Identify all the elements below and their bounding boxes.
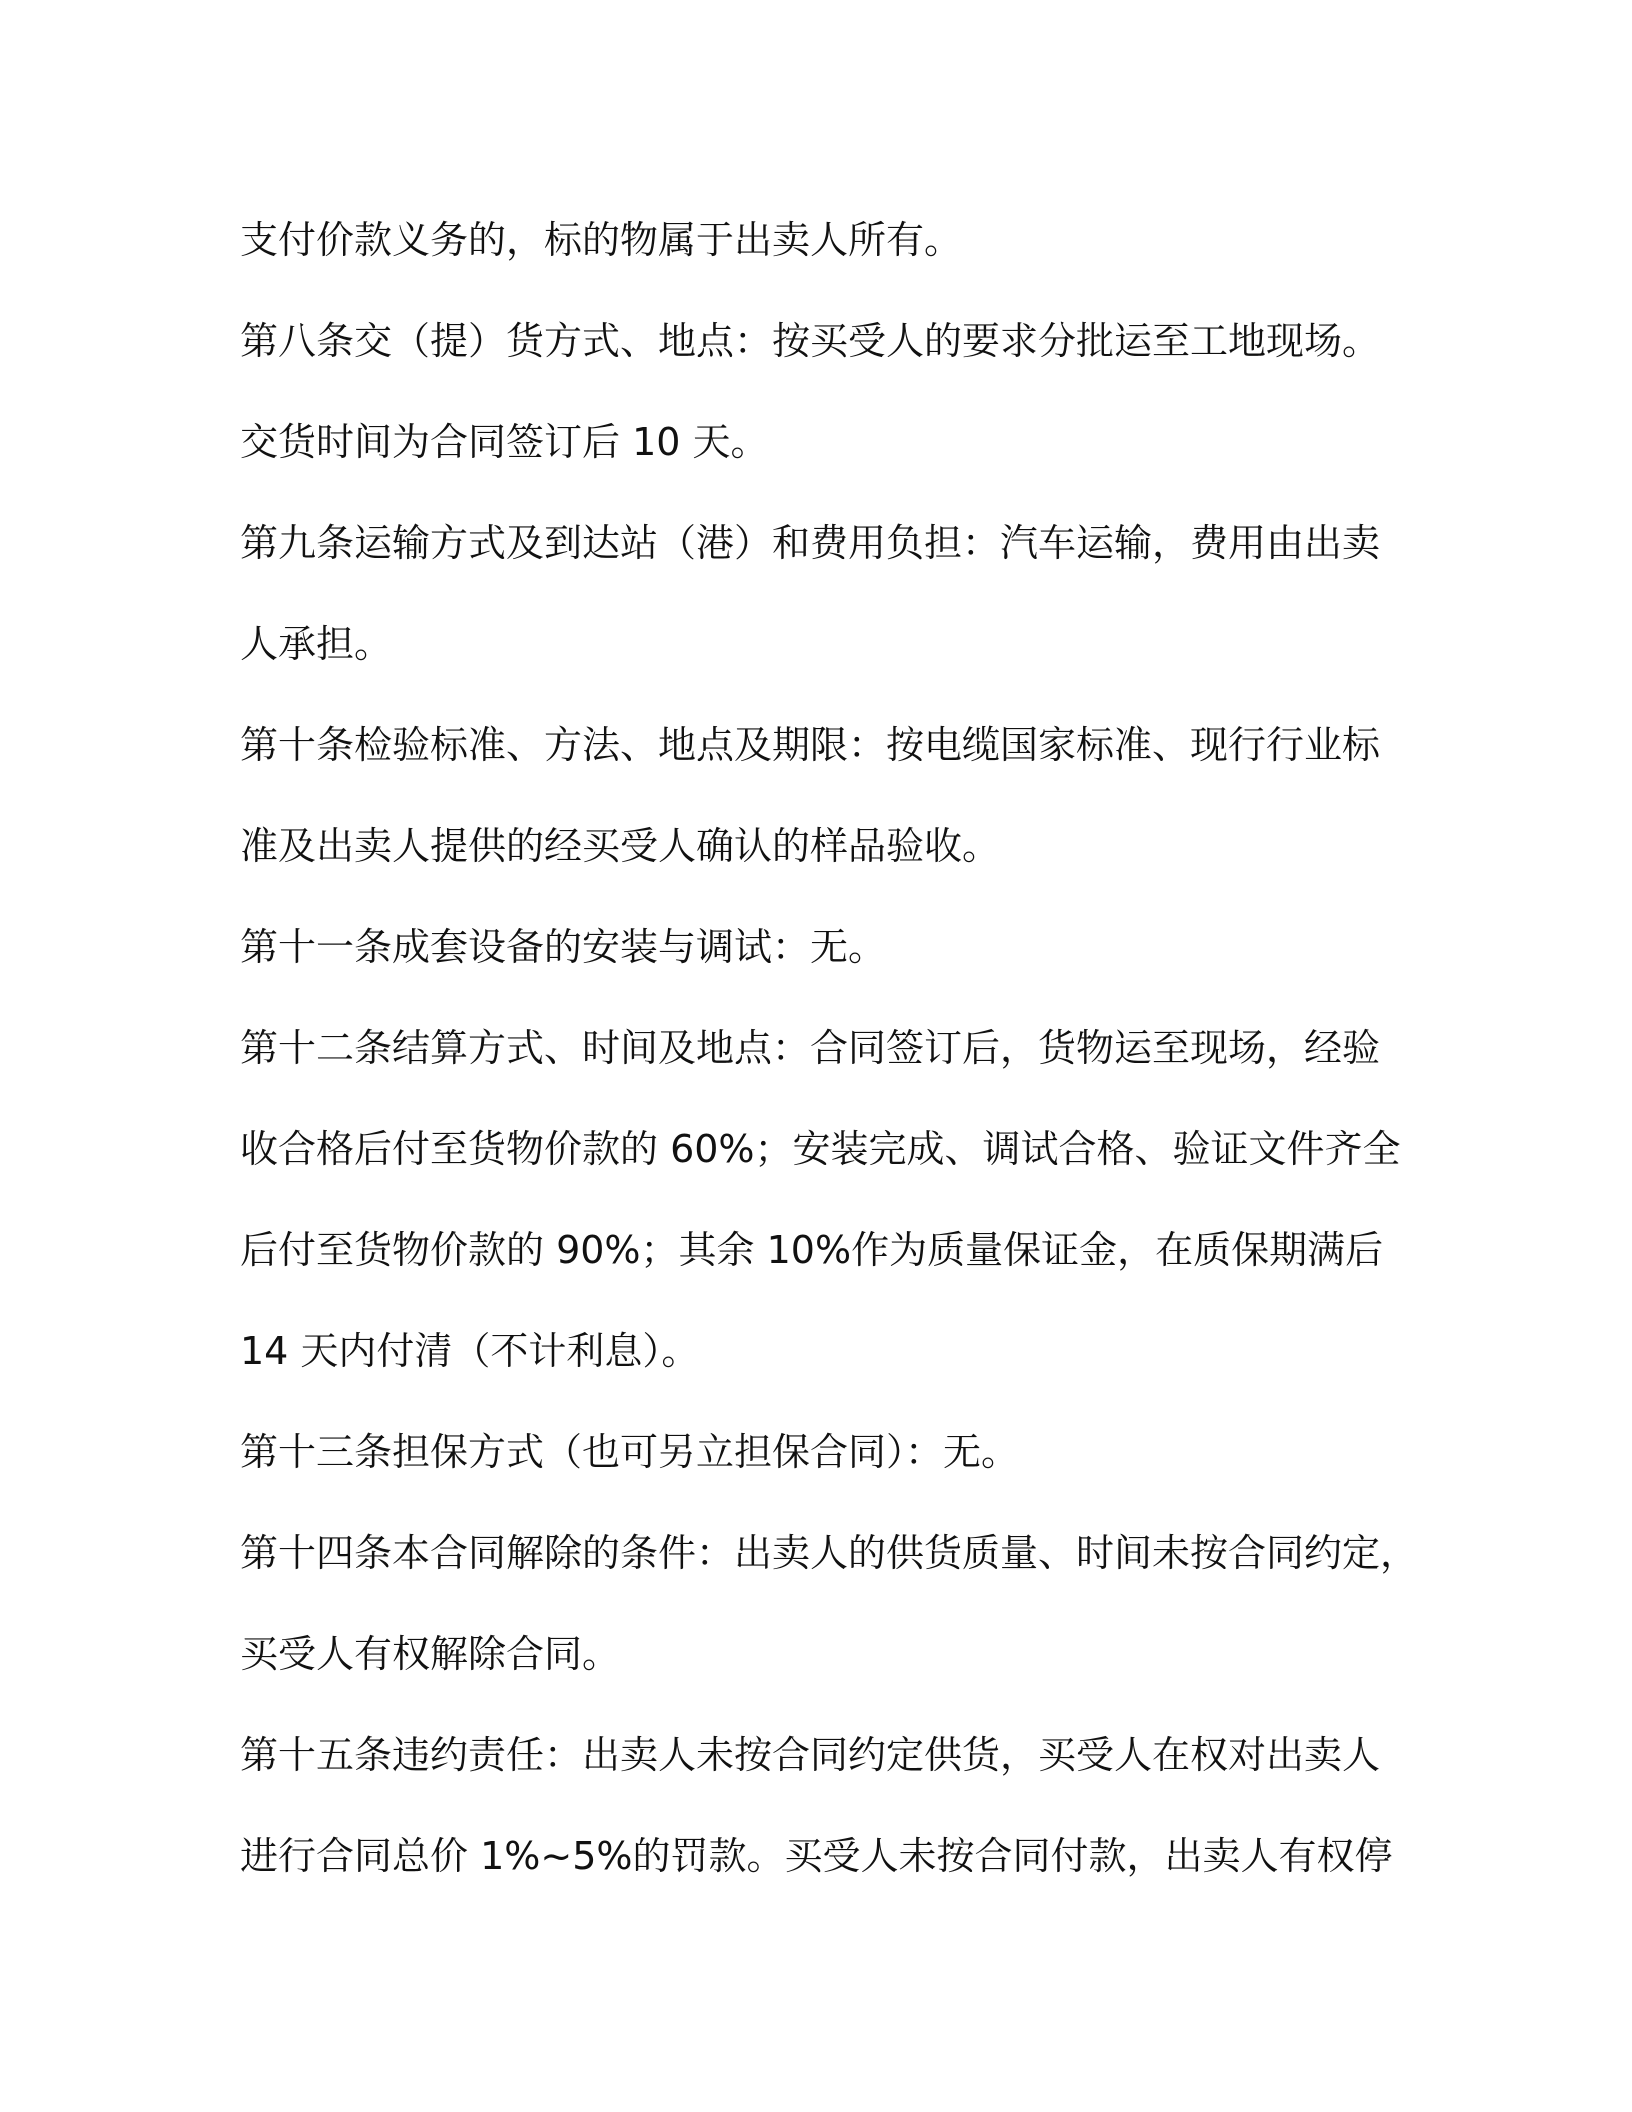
contract-text-body — [240, 190, 1420, 1907]
text-line: 收合格后付至货物价款的 60%；安装完成、调试合格、验证文件齐全 — [240, 1127, 1401, 1171]
text-line: 交货时间为合同签订后 10 天。 — [240, 420, 769, 464]
text-line: 第十五条违约责任：出卖人未按合同约定供货，买受人在权对出卖人 — [240, 1733, 1381, 1777]
text-line: 第十二条结算方式、时间及地点：合同签订后，货物运至现场，经验 — [240, 1026, 1381, 1070]
text-line: 第十条检验标准、方法、地点及期限：按电缆国家标准、现行行业标 — [240, 723, 1381, 767]
text-line: 买受人有权解除合同。 — [240, 1632, 621, 1676]
text-line: 第十三条担保方式（也可另立担保合同）：无。 — [240, 1430, 1020, 1474]
text-line: 第十四条本合同解除的条件：出卖人的供货质量、时间未按合同约定， — [240, 1531, 1419, 1575]
text-line: 第十一条成套设备的安装与调试：无。 — [240, 925, 887, 969]
text-line: 人承担。 — [240, 622, 393, 666]
text-line: 14 天内付清（不计利息）。 — [240, 1329, 700, 1373]
text-line: 进行合同总价 1%~5%的罚款。买受人未按合同付款，出卖人有权停 — [240, 1834, 1393, 1878]
text-line: 支付价款义务的，标的物属于出卖人所有。 — [240, 218, 963, 262]
text-line: 第九条运输方式及到达站（港）和费用负担：汽车运输，费用由出卖 — [240, 521, 1381, 565]
text-line: 后付至货物价款的 90%；其余 10%作为质量保证金，在质保期满后 — [240, 1228, 1384, 1272]
text-line: 准及出卖人提供的经买受人确认的样品验收。 — [240, 824, 1001, 868]
text-line: 第八条交（提）货方式、地点：按买受人的要求分批运至工地现场。 — [240, 319, 1381, 363]
